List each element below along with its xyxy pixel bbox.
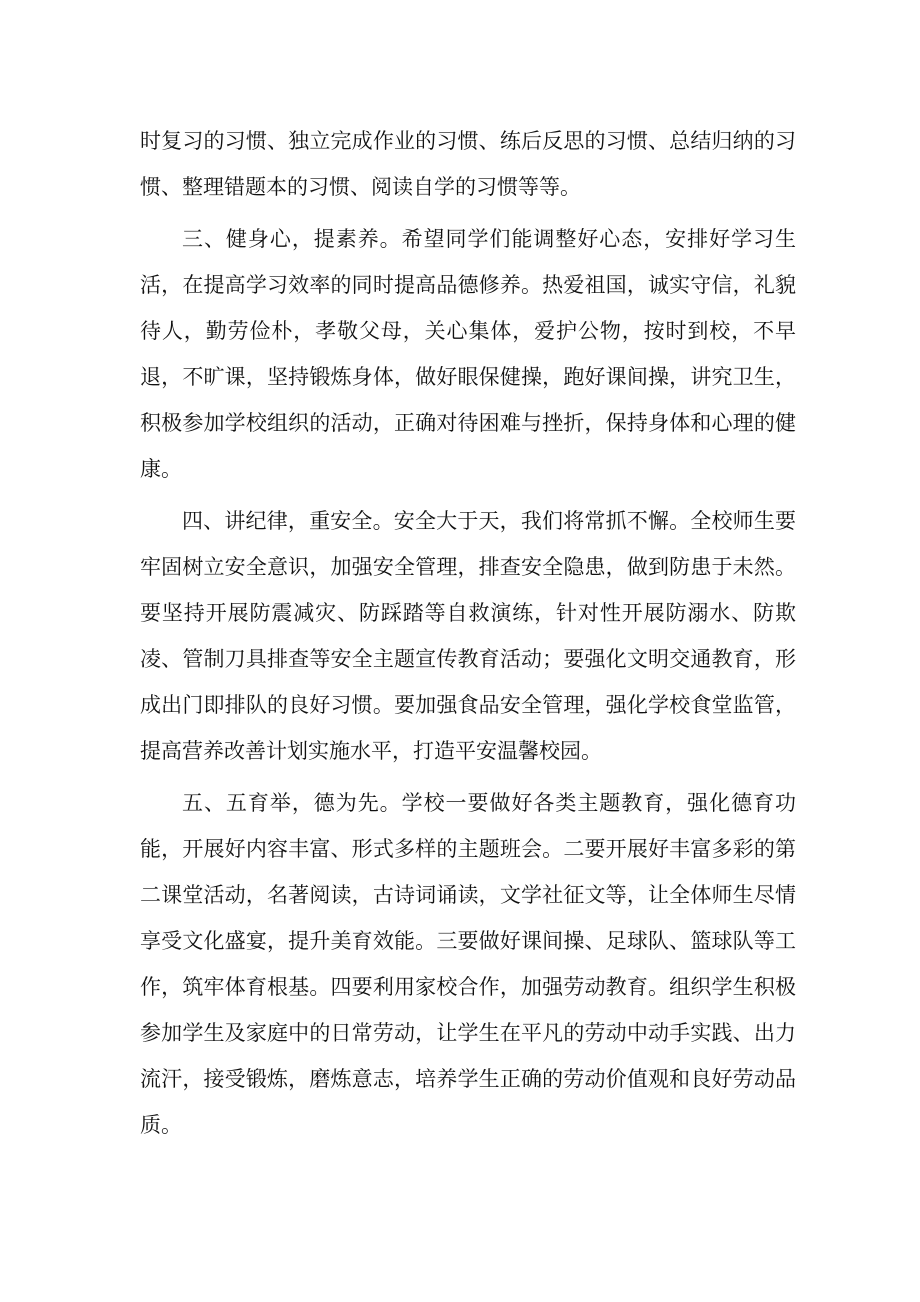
paragraph-section-three-health: 三、健身心，提素养。希望同学们能调整好心态，安排好学习生活，在提高学习效率的同时提高品德修养。热爱祖国，诚实守信，礼貌待人，勤劳俭朴，孝敬父母，关心集体，爱护公物，按时到校，不早退，不旷课，坚持锻炼身体，做好眼保健操，跑好课间操，讲究卫生，积极参加学校组织的活动，正确对待困难与挫折，保持身体和心理的健康。 [140, 227, 796, 481]
document-body [140, 118, 796, 1154]
paragraph-habits-continued: 时复习的习惯、独立完成作业的习惯、练后反思的习惯、总结归纳的习惯、整理错题本的习惯、阅读自学的习惯等等。 [140, 129, 796, 199]
paragraph-section-five-education: 五、五育举，德为先。学校一要做好各类主题教育，强化德育功能，开展好内容丰富、形式多样的主题班会。二要开展好丰富多彩的第二课堂活动，名著阅读，古诗词诵读，文学社征文等，让全体师生尽情享受文化盛宴，提升美育效能。三要做好课间操、足球队、篮球队等工作，筑牢体育根基。四要利用家校合作，加强劳动教育。组织学生积极参加学生及家庭中的日常劳动，让学生在平凡的劳动中动手实践、出力流汗，接受锻炼，磨炼意志，培养学生正确的劳动价值观和良好劳动品质。 [140, 791, 796, 1137]
paragraph-section-four-safety: 四、讲纪律，重安全。安全大于天，我们将常抓不懈。全校师生要牢固树立安全意识，加强安全管理，排查安全隐患，做到防患于未然。要坚持开展防震减灾、防踩踏等自救演练，针对性开展防溺水、防欺凌、管制刀具排查等安全主题宣传教育活动；要强化文明交通教育，形成出门即排队的良好习惯。要加强食品安全管理，强化学校食堂监管，提高营养改善计划实施水平，打造平安温馨校园。 [140, 509, 796, 763]
